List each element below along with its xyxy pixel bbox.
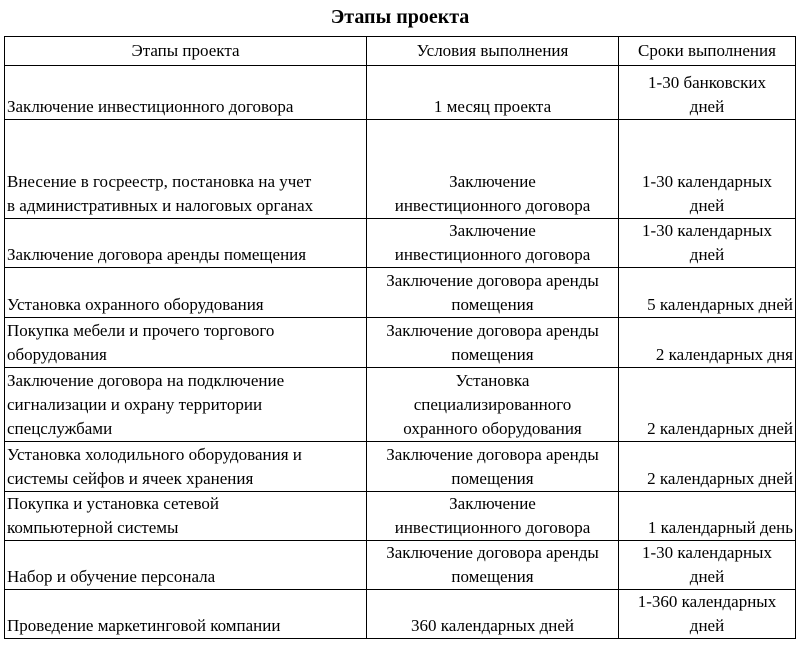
table-body [5,66,796,639]
term-cell-line: 1-30 банковских [648,73,766,92]
table-row [5,541,796,590]
stage-cell-line: Заключение договора аренды помещения [7,245,307,264]
term-cell [619,492,796,541]
stage-cell [5,590,367,639]
table-row [5,66,796,120]
stage-cell-line: Покупка мебели и прочего торгового [7,321,275,340]
stage-cell [5,368,367,442]
stage-cell-line: Набор и обучение персонала [7,567,216,586]
stage-cell [5,318,367,368]
page-title: Этапы проекта [330,6,470,28]
condition-cell-line: Заключение договора аренды [386,321,599,340]
table-row [5,368,796,442]
table-row [5,120,796,219]
stage-cell [5,66,367,120]
condition-cell [367,442,619,492]
condition-cell-line: Заключение договора аренды [386,445,599,464]
condition-cell-line: Заключение [449,221,536,240]
term-cell [619,318,796,368]
column-header-conditions: Условия выполнения [367,37,619,66]
condition-cell [367,66,619,120]
column-header-stages: Этапы проекта [5,37,367,66]
term-cell-line: дней [689,97,725,116]
table-row [5,492,796,541]
condition-cell [367,492,619,541]
condition-cell [367,590,619,639]
stage-cell-line: Внесение в госреестр, постановка на учет [7,172,312,191]
stage-cell-line: Заключение инвестиционного договора [7,97,294,116]
term-cell [619,120,796,219]
stage-cell-line: в административных и налоговых органах [7,196,314,215]
term-cell-line: 1-30 календарных [642,221,772,240]
table-row [5,318,796,368]
term-cell [619,66,796,120]
condition-cell [367,541,619,590]
term-cell-line: 2 календарных дней [647,469,793,488]
stage-cell [5,219,367,268]
term-cell [619,368,796,442]
term-cell [619,541,796,590]
table-row [5,268,796,318]
term-cell-line: дней [689,616,725,635]
condition-cell-line: специализированного [413,395,572,414]
condition-cell-line: 1 месяц проекта [433,97,552,116]
stage-cell-line: сигнализации и охрану территории [7,395,263,414]
table-row [5,219,796,268]
condition-cell-line: охранного оборудования [403,419,582,438]
term-cell-line: 1 календарный день [647,518,793,537]
term-cell-line: 1-360 календарных [637,592,777,611]
stage-cell [5,442,367,492]
condition-cell-line: 360 календарных дней [411,616,574,635]
term-cell [619,590,796,639]
term-cell-line: 2 календарных дней [647,419,793,438]
condition-cell [367,318,619,368]
stage-cell-line: спецслужбами [7,419,113,438]
project-stages-table [4,36,796,639]
condition-cell-line: Заключение [449,494,536,513]
term-cell-line: 1-30 календарных [642,543,772,562]
condition-cell-line: Заключение договора аренды [386,543,599,562]
condition-cell-line: инвестиционного договора [394,518,591,537]
stage-cell-line: Покупка и установка сетевой [7,494,219,513]
term-cell-line: дней [689,245,725,264]
term-cell-line: 5 календарных дней [647,295,793,314]
stage-cell-line: Проведение маркетинговой компании [7,616,281,635]
condition-cell-line: Установка [455,371,530,390]
condition-cell-line: помещения [451,345,534,364]
condition-cell [367,120,619,219]
table-row [5,590,796,639]
condition-cell-line: инвестиционного договора [394,196,591,215]
stage-cell [5,492,367,541]
condition-cell [367,368,619,442]
stage-cell [5,120,367,219]
term-cell [619,442,796,492]
term-cell-line: 1-30 календарных [642,172,772,191]
condition-cell-line: помещения [451,567,534,586]
stage-cell-line: Установка охранного оборудования [7,295,264,314]
condition-cell-line: помещения [451,295,534,314]
term-cell [619,268,796,318]
condition-cell-line: инвестиционного договора [394,245,591,264]
term-cell [619,219,796,268]
condition-cell-line: Заключение договора аренды [386,271,599,290]
condition-cell-line: помещения [451,469,534,488]
stage-cell [5,541,367,590]
header-row [5,37,796,66]
table-row [5,442,796,492]
term-cell-line: дней [689,196,725,215]
condition-cell [367,268,619,318]
condition-cell [367,219,619,268]
stage-cell-line: системы сейфов и ячеек хранения [7,469,254,488]
column-header-terms: Сроки выполнения [619,37,796,66]
term-cell-line: 2 календарных дня [655,345,793,364]
stage-cell-line: компьютерной системы [7,518,179,537]
stage-cell [5,268,367,318]
stage-cell-line: Установка холодильного оборудования и [7,445,302,464]
stage-cell-line: Заключение договора на подключение [7,371,285,390]
term-cell-line: дней [689,567,725,586]
stage-cell-line: оборудования [7,345,107,364]
condition-cell-line: Заключение [449,172,536,191]
